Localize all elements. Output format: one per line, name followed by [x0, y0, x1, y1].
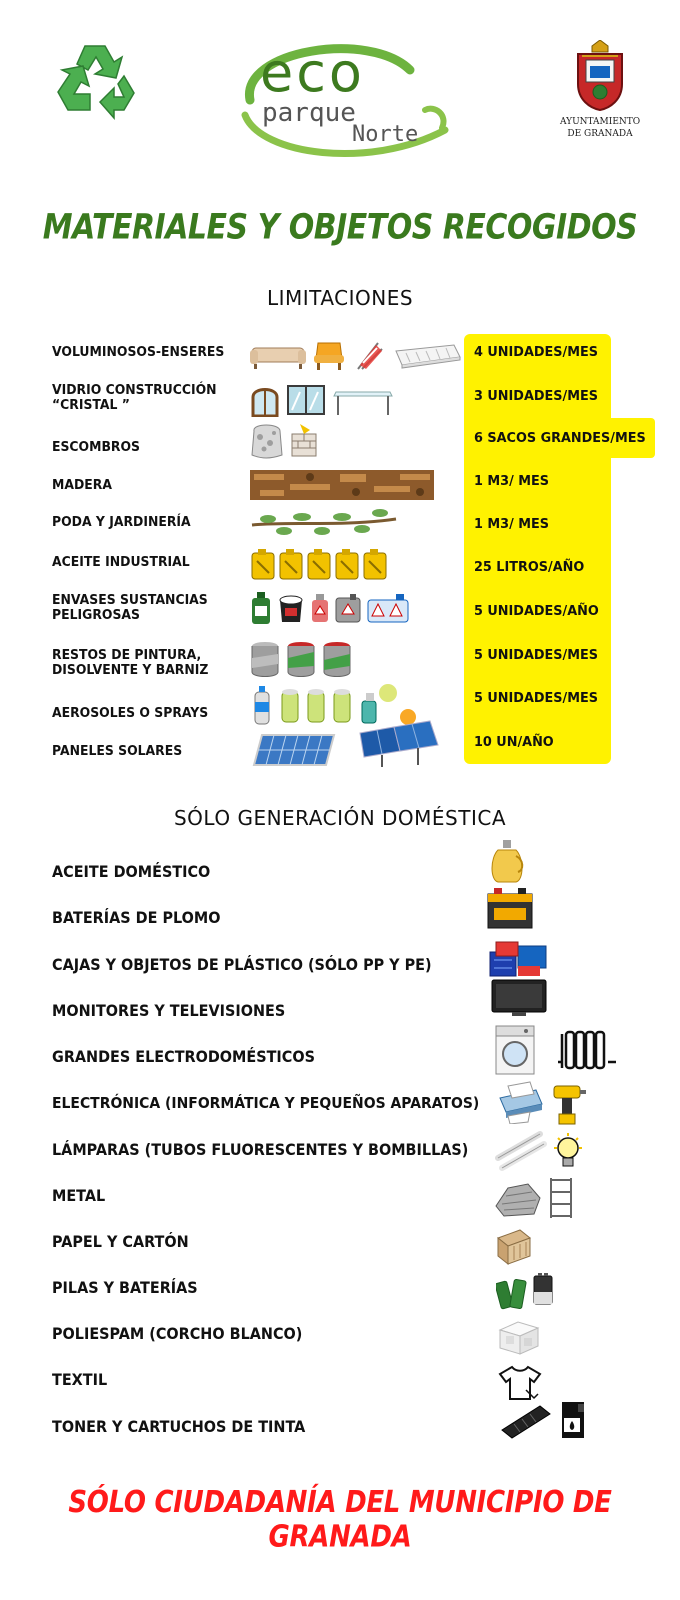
domestic-item-poliespam: POLIESPAM (CORCHO BLANCO): [52, 1324, 303, 1343]
recycle-icon: [50, 40, 140, 122]
domestic-item-aceite: ACEITE DOMÉSTICO: [52, 862, 211, 881]
cardboard-box-icon: [494, 1226, 534, 1270]
furniture-icons: [250, 337, 462, 373]
domestic-item-monitores: MONITORES Y TELEVISIONES: [52, 1001, 286, 1020]
rubble-sack-icon: [250, 421, 284, 459]
car-battery-icon: [486, 886, 534, 934]
window-glass-icon: [286, 384, 326, 416]
limit-label-voluminosos: VOLUMINOSOS-ENSERES: [52, 344, 225, 360]
limit-value-vidrio: 3 UNIDADES/MES: [474, 388, 598, 404]
limit-value-poda: 1 M3/ MES: [474, 516, 549, 532]
limit-label-madera: MADERA: [52, 477, 112, 493]
limitations-heading: LIMITACIONES: [266, 286, 414, 310]
council-line2: DE GRANADA: [567, 129, 633, 139]
limit-value-escombros: 6 SACOS GRANDES/MES: [474, 430, 646, 446]
metal-shelf-icon: [548, 1176, 574, 1224]
paint-can-icons: [250, 636, 352, 680]
jerrycan-icon: [306, 547, 332, 581]
domestic-item-toner: TONER Y CARTUCHOS DE TINTA: [52, 1417, 306, 1436]
logo-norte-text: Norte: [352, 122, 419, 147]
television-icon: [490, 978, 548, 1022]
coat-of-arms-icon: [570, 40, 630, 112]
drill-icon: [550, 1080, 586, 1130]
domestic-item-metal: METAL: [52, 1186, 106, 1205]
limit-value-aceite-industrial: 25 LITROS/AÑO: [474, 559, 585, 575]
footer-notice: SÓLO CIUDADANÍA DEL MUNICIPIO DE GRANADA: [68, 1485, 612, 1555]
domestic-item-plastico: CAJAS Y OBJETOS DE PLÁSTICO (SÓLO PP Y PE): [52, 955, 432, 974]
scrap-metal-icon: [494, 1176, 542, 1222]
branch-icon: [250, 507, 400, 537]
limit-label-pintura: RESTOS DE PINTURA, DISOLVENTE Y BARNIZ: [52, 647, 209, 678]
jerrycan-icon: [250, 547, 276, 581]
limit-value-aerosoles: 5 UNIDADES/MES: [474, 690, 598, 706]
logo-parque-text: parque: [262, 98, 356, 128]
limit-label-aerosoles: AEROSOLES O SPRAYS: [52, 705, 209, 721]
lightbulb-icon: [552, 1132, 584, 1178]
green-bottle-icon: [250, 590, 272, 626]
ecoparque-logo: [220, 30, 460, 160]
paint-can-icon: [322, 638, 352, 678]
paint-bucket-icon: [276, 592, 306, 624]
printer-icon: [494, 1080, 544, 1128]
glass-icons: [250, 382, 394, 418]
granada-council-emblem: [560, 40, 640, 150]
bricks-icon: [290, 422, 320, 458]
batteries-icon: [496, 1272, 556, 1316]
jerrycan-icon: [362, 547, 388, 581]
hazardous-container-icons: [250, 590, 410, 626]
ink-cartridge-icon: [558, 1400, 588, 1444]
wood-icons: [250, 467, 434, 503]
blue-canister-icon: [366, 592, 410, 624]
deckchair-icon: [352, 339, 386, 371]
logo-eco-text: eco: [260, 41, 365, 104]
limit-label-escombros: ESCOMBROS: [52, 439, 141, 455]
domestic-item-pilas: PILAS Y BATERÍAS: [52, 1278, 198, 1297]
council-line1: AYUNTAMIENTO: [560, 117, 641, 127]
domestic-item-electronica: ELECTRÓNICA (INFORMÁTICA Y PEQUEÑOS APARATOS): [52, 1094, 480, 1112]
glass-table-icon: [332, 384, 394, 416]
domestic-heading: SÓLO GENERACIÓN DOMÉSTICA: [173, 806, 507, 830]
domestic-item-electrodomesticos: GRANDES ELECTRODOMÉSTICOS: [52, 1047, 315, 1066]
styrofoam-icon: [496, 1316, 542, 1360]
paint-can-icon: [250, 638, 280, 678]
plastic-crates-icon: [488, 938, 550, 982]
domestic-item-baterias-plomo: BATERÍAS DE PLOMO: [52, 908, 221, 927]
limit-value-envases-peligrosos: 5 UNIDADES/AÑO: [474, 603, 599, 619]
solar-array-icon: [354, 707, 440, 769]
toner-cartridge-icon: [500, 1400, 552, 1446]
armchair-icon: [312, 339, 346, 371]
radiator-icon: [556, 1028, 618, 1076]
pruning-icons: [250, 504, 400, 540]
window-arch-icon: [250, 383, 280, 417]
page-title: MATERIALES Y OBJETOS RECOGIDOS: [42, 207, 638, 248]
jerrycan-icon: [334, 547, 360, 581]
oil-can-icons: [250, 546, 388, 582]
rubble-icons: [250, 422, 320, 458]
limit-label-aceite-industrial: ACEITE INDUSTRIAL: [52, 554, 190, 570]
grey-canister-icon: [334, 592, 362, 624]
limit-label-poda: PODA Y JARDINERÍA: [52, 514, 191, 530]
limit-label-paneles-solares: PANELES SOLARES: [52, 743, 183, 759]
red-bottle-icon: [310, 592, 330, 624]
solar-panel-icon: [252, 733, 336, 769]
domestic-item-textil: TEXTIL: [52, 1370, 108, 1389]
limit-value-voluminosos: 4 UNIDADES/MES: [474, 344, 598, 360]
washing-machine-icon: [494, 1024, 536, 1080]
jerrycan-icon: [278, 547, 304, 581]
limit-label-envases-peligrosos: ENVASES SUSTANCIAS PELIGROSAS: [52, 592, 208, 623]
limit-value-paneles-solares: 10 UN/AÑO: [474, 734, 554, 750]
oil-bottle-icon: [488, 838, 526, 888]
limit-value-madera: 1 M3/ MES: [474, 473, 549, 489]
wood-pile-icon: [250, 470, 434, 500]
domestic-item-lamparas: LÁMPARAS (TUBOS FLUORESCENTES Y BOMBILLAS): [52, 1140, 469, 1159]
solar-panel-icons: [252, 706, 440, 770]
limit-label-vidrio: VIDRIO CONSTRUCCIÓN “CRISTAL ”: [52, 382, 217, 413]
paint-can-icon: [286, 638, 316, 678]
mattress-icon: [392, 341, 462, 369]
domestic-item-papel: PAPEL Y CARTÓN: [52, 1232, 189, 1251]
fluorescent-tube-icon: [494, 1130, 548, 1176]
limit-value-pintura: 5 UNIDADES/MES: [474, 647, 598, 663]
sofa-icon: [250, 340, 306, 370]
